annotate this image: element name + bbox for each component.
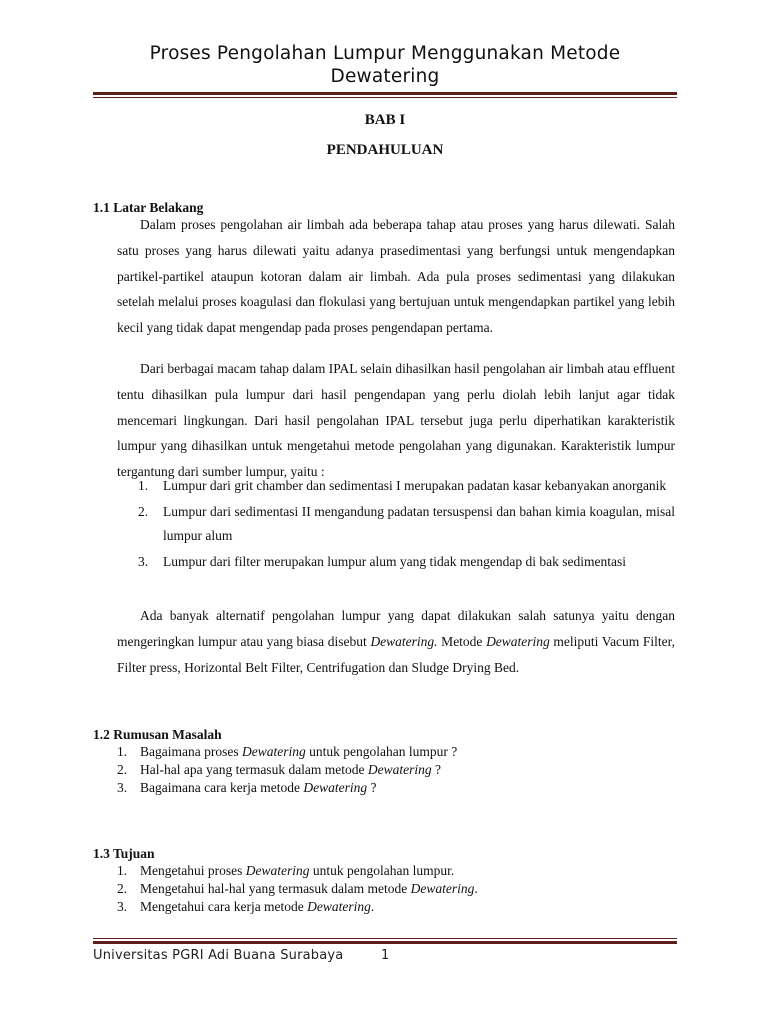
- footer-rule: [93, 938, 677, 944]
- list-item: 2. Hal-hal apa yang termasuk dalam metode Dewatering ?: [117, 762, 442, 777]
- list-item: 3. Lumpur dari filter merupakan lumpur alum yang tidak mengendap di bak sedimentasi: [138, 554, 626, 569]
- list-item: 1. Mengetahui proses Dewatering untuk pengolahan lumpur.: [117, 863, 455, 878]
- section-heading-latar-belakang: 1.1 Latar Belakang: [93, 200, 204, 215]
- section-heading-tujuan: 1.3 Tujuan: [93, 846, 155, 861]
- list-item: 3. Mengetahui cara kerja metode Dewatering.: [117, 899, 375, 914]
- chapter-title: PENDAHULUAN: [326, 142, 444, 158]
- list-rumusan-masalah: [117, 743, 675, 797]
- header-rule: [93, 92, 677, 98]
- list-sumber-lumpur: [117, 474, 675, 576]
- paragraph-latar-belakang-2: Dari berbagai macam tahap dalam IPAL selain dihasilkan hasil pengolahan air limbah atau effluent tentu dihasilkan pula lumpur dari hasil pengendapan yang perlu diolah lebih lanjut agar tidak mencemari lingkungan. Dari hasil pengolahan IPAL tersebut juga perlu diperhatikan karakteristik lumpur yang dihasilkan untuk mengetahui metode pengolahan yang digunakan. Karakteristik lumpur tergantung dari sumber lumpur, yaitu :: [117, 361, 675, 480]
- chapter-number: BAB I: [364, 112, 406, 128]
- footer-page-number: 1: [381, 948, 390, 963]
- paragraph-latar-belakang-3: Ada banyak alternatif pengolahan lumpur yang dapat dilakukan salah satunya yaitu dengan mengeringkan lumpur atau yang biasa disebut Dewatering. Metode Dewatering meliputi Vacum Filter, Filter press, Horizontal Belt Filter, Centrifugation dan Sludge Drying Bed.: [117, 608, 676, 675]
- page-header-title: [90, 42, 680, 88]
- list-tujuan: [117, 862, 675, 916]
- list-item: 1. Lumpur dari grit chamber dan sedimentasi I merupakan padatan kasar kebanyakan anorganik: [138, 478, 667, 493]
- list-item: 2. Lumpur dari sedimentasi II mengandung padatan tersuspensi dan bahan kimia koagulan, misal lumpur alum: [138, 504, 675, 543]
- paragraph-latar-belakang-1: Dalam proses pengolahan air limbah ada beberapa tahap atau proses yang harus dilewati. Salah satu proses yang harus dilewati yaitu adanya prasedimentasi yang berfungsi untuk mengendapkan partikel-partikel ataupun kotoran dalam air limbah. Ada pula proses sedimentasi yang dilakukan setelah melalui proses koagulasi dan flokulasi yang bertujuan untuk mengendapkan partikel yang lebih kecil yang tidak dapat mengendap pada proses pengendapan pertama.: [117, 217, 675, 336]
- list-item: 2. Mengetahui hal-hal yang termasuk dalam metode Dewatering.: [117, 881, 478, 896]
- header-title-line2: Dewatering: [330, 66, 440, 87]
- footer-institution: Universitas PGRI Adi Buana Surabaya: [93, 948, 344, 963]
- section-heading-rumusan-masalah: 1.2 Rumusan Masalah: [93, 727, 222, 742]
- header-title-line1: Proses Pengolahan Lumpur Menggunakan Metode: [149, 43, 621, 64]
- list-item: 1. Bagaimana proses Dewatering untuk pengolahan lumpur ?: [117, 744, 458, 759]
- list-item: 3. Bagaimana cara kerja metode Dewatering ?: [117, 780, 377, 795]
